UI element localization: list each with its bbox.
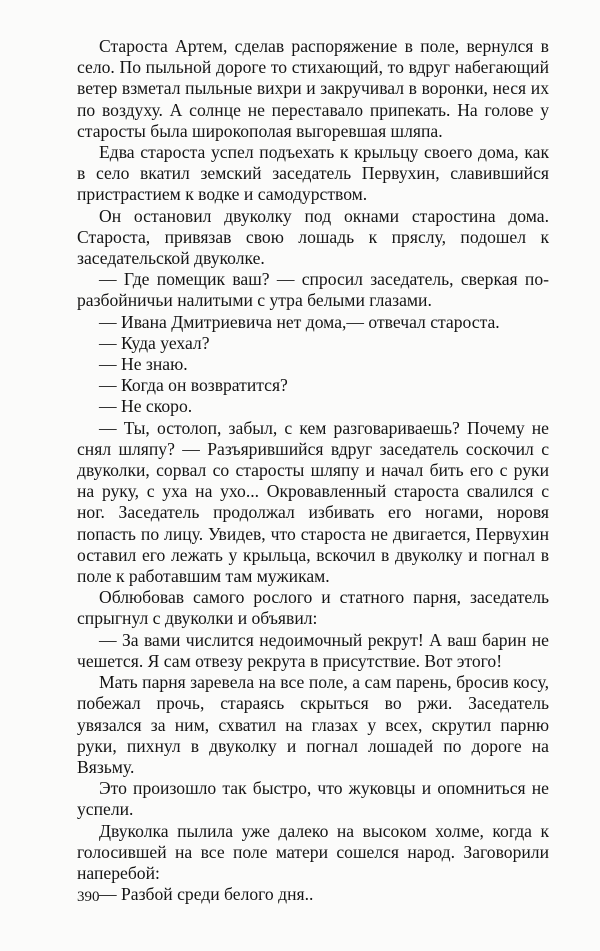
dialogue-line-4: — Не знаю. [99,354,188,375]
paragraph-quick: Это произошло так быстро, что жуковцы и опомниться не успели. [77,778,549,820]
page-number: 390 [77,889,100,905]
dialogue-line-5: — Когда он возвратится? [99,375,288,396]
paragraph-1: Староста Артем, сделав распоряжение в поле, вернулся в село. По пыльной дороге то стихающий, то вдруг набегающий ветер взметал пыльные вихри и закручивал в воронки, неся их по воздуху. А солнце не переставало припекать. На голове у старосты была широкополая выгоревшая шляпа. [77,36,549,141]
dialogue-final: — Разбой среди белого дня.. [99,884,314,905]
dialogue-line-2: — Ивана Дмитриевича нет дома,— отвечал староста. [99,311,500,332]
paragraph-mother: Мать парня заревела на все поле, а сам парень, бросив косу, побежал прочь, стараясь скрыться во ржи. Заседатель увязался за ним, схватил на глазах у всех, скрутил парню руки, пихнул в двуколку и погнал лошадей по дороге на Вязьму. [77,672,549,777]
paragraph-beating: — Ты, остолоп, забыл, с кем разговариваешь? Почему не снял шляпу? — Разъярившийся вдруг заседатель соскочил с двуколки, сорвал со старосты шляпу и начал бить его с руки на руку, с уха на ухо... Окровавленный староста свалился с ног. Заседатель продолжал избивать его ногами, норовя попасть по лицу. Увидев, что староста не двигается, Первухин оставил его лежать у крыльца, вскочил в двуколку и погнал в поле к работавшим там мужикам. [77,417,549,587]
dialogue-line-1: — Где помещик ваш? — спросил заседатель, сверкая по-разбойничьи налитыми с утра белыми глазами. [77,269,549,311]
paragraph-2: Едва староста успел подъехать к крыльцу своего дома, как в село вкатил земский заседатель Первухин, славившийся пристрастием к водке и самодурством. [77,142,549,205]
paragraph-announce: Облюбовав самого рослого и статного парня, заседатель спрыгнул с двуколки и объявил: [77,587,549,629]
paragraph-3: Он остановил двуколку под окнами старостина дома. Староста, привязав свою лошадь к пряслу, подошел к заседательской двуколке. [77,205,549,269]
dialogue-line-6: — Не скоро. [99,396,193,417]
body-text [77,36,549,905]
dialogue-line-3: — Куда уехал? [99,332,210,353]
dialogue-recruit: — За вами числится недоимочный рекрут! А ваш барин не чешется. Я сам отвезу рекрута в присутствие. Вот этого! [77,629,549,671]
paragraph-hill: Двуколка пылила уже далеко на высоком холме, когда к голосившей на все поле матери сошелся народ. Заговорили наперебой: [77,820,549,883]
